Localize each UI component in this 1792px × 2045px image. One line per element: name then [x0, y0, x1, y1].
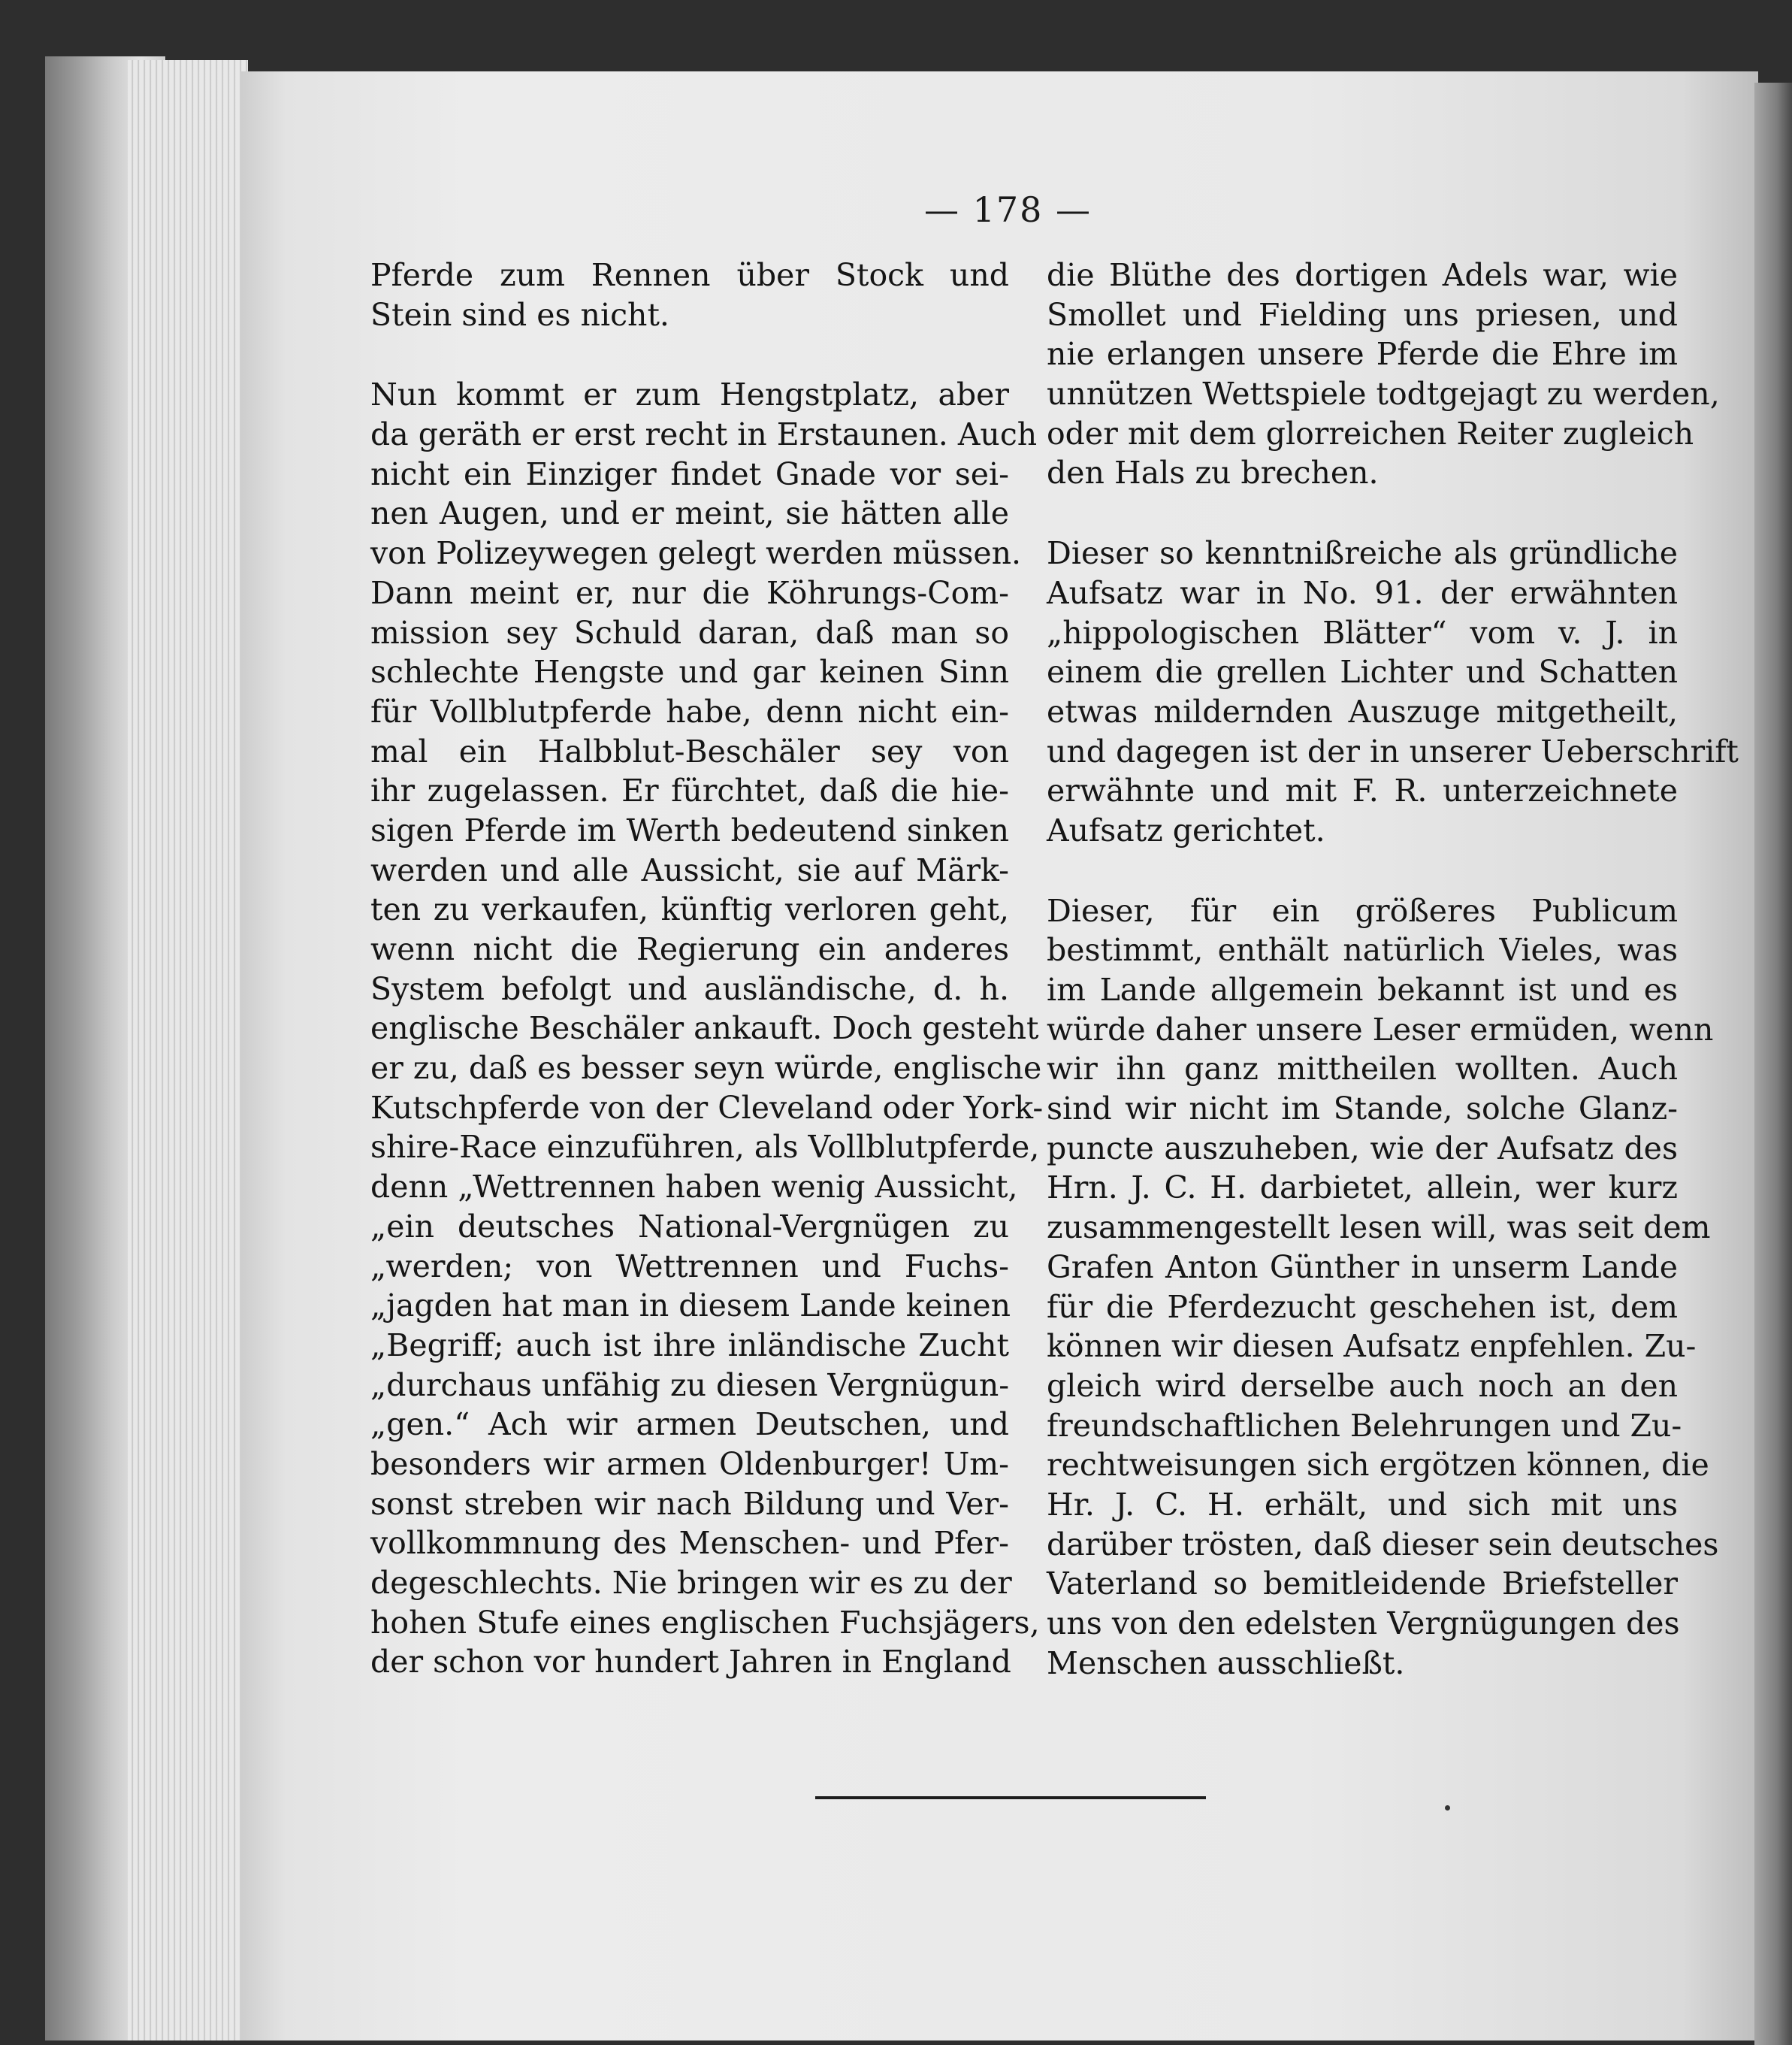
text-line: Stein sind es nicht. — [370, 296, 669, 333]
text-line: oder mit dem glorreichen Reiter zugleich — [1047, 415, 1694, 452]
text-line: sigen Pferde im Werth bedeutend sinken — [370, 812, 1009, 849]
text-line: würde daher unsere Leser ermüden, wenn — [1047, 1011, 1714, 1048]
text-line: Dieser so kenntnißreiche als gründliche — [1047, 535, 1678, 572]
paragraph — [370, 375, 1044, 1682]
text-line: rechtweisungen sich ergötzen können, die — [1047, 1447, 1709, 1484]
text-line: sonst streben wir nach Bildung und Ver- — [370, 1485, 1009, 1522]
text-line: nicht ein Einziger findet Gnade vor sei- — [370, 455, 1009, 492]
text-line: hohen Stufe eines englischen Fuchsjägers, — [370, 1604, 1040, 1641]
text-line: und dagegen ist der in unserer Ueberschrift — [1047, 733, 1739, 770]
text-line: puncte auszuheben, wie der Aufsatz des — [1047, 1130, 1678, 1166]
text-line: System befolgt und ausländische, d. h. — [370, 970, 1009, 1007]
text-line: „Begriff; auch ist ihre inländische Zucht — [370, 1327, 1009, 1363]
text-line: Hr. J. C. H. erhält, und sich mit uns — [1047, 1486, 1678, 1523]
left-column — [370, 256, 1044, 1682]
text-line: Pferde zum Rennen über Stock und — [370, 257, 1009, 293]
text-line: Aufsatz gerichtet. — [1047, 812, 1325, 849]
text-line: Nun kommt er zum Hengstplatz, aber — [370, 377, 1009, 413]
text-line: mission sey Schuld daran, daß man so — [370, 614, 1009, 651]
ink-dot — [1445, 1805, 1450, 1811]
text-line: freundschaftlichen Belehrungen und Zu- — [1047, 1407, 1682, 1444]
text-line: im Lande allgemein bekannt ist und es — [1047, 972, 1678, 1008]
text-line: gleich wird derselbe auch noch an den — [1047, 1367, 1678, 1404]
text-line: ihr zugelassen. Er fürchtet, daß die hie- — [370, 773, 1009, 809]
text-line: Kutschpferde von der Cleveland oder York- — [370, 1089, 1044, 1126]
text-line: degeschlechts. Nie bringen wir es zu der — [370, 1565, 1012, 1601]
text-line: Menschen ausschließt. — [1047, 1644, 1405, 1681]
text-line: Dieser, für ein größeres Publicum — [1047, 892, 1678, 929]
text-line: „durchaus unfähig zu diesen Vergnügun- — [370, 1366, 1010, 1403]
paragraph — [1047, 891, 1719, 1683]
text-line: für die Pferdezucht geschehen ist, dem — [1047, 1288, 1678, 1325]
text-line: „gen.“ Ach wir armen Deutschen, und — [370, 1406, 1009, 1443]
text-line: können wir diesen Aufsatz enpfehlen. Zu- — [1047, 1328, 1697, 1365]
text-line: Smollet und Fielding uns priesen, und — [1047, 296, 1678, 333]
text-line: Grafen Anton Günther in unserm Lande — [1047, 1248, 1678, 1285]
text-line: von Polizeywegen gelegt werden müssen. — [370, 535, 1022, 572]
text-line: die Blüthe des dortigen Adels war, wie — [1047, 257, 1678, 293]
right-page-edge — [1754, 83, 1792, 2045]
text-line: Vaterland so bemitleidende Briefsteller — [1047, 1566, 1678, 1602]
text-line: schlechte Hengste und gar keinen Sinn — [370, 654, 1009, 691]
text-line: der schon vor hundert Jahren in England — [370, 1644, 1011, 1680]
text-line: bestimmt, enthält natürlich Vieles, was — [1047, 932, 1678, 969]
text-line: wir ihn ganz mittheilen wollten. Auch — [1047, 1051, 1678, 1088]
text-line: Aufsatz war in No. 91. der erwähnten — [1047, 574, 1678, 611]
paragraph — [370, 256, 1009, 334]
text-line: den Hals zu brechen. — [1047, 455, 1379, 492]
text-line: denn „Wettrennen haben wenig Aussicht, — [370, 1169, 1018, 1206]
text-line: englische Beschäler ankauft. Doch gesteht — [370, 1010, 1039, 1047]
paragraph — [1047, 534, 1739, 851]
text-line: nie erlangen unsere Pferde die Ehre im — [1047, 336, 1678, 373]
page-stack-edge — [128, 60, 248, 2040]
text-line: werden und alle Aussicht, sie auf Märk- — [370, 852, 1009, 888]
text-line: erwähnte und mit F. R. unterzeichnete — [1047, 773, 1678, 809]
text-line: wenn nicht die Regierung ein anderes — [370, 931, 1009, 967]
text-line: „jagden hat man in diesem Lande keinen — [370, 1287, 1011, 1324]
text-line: vollkommnung des Menschen- und Pfer- — [370, 1525, 1009, 1562]
text-line: Hrn. J. C. H. darbietet, allein, wer kurz — [1047, 1169, 1678, 1206]
text-line: „ein deutsches National-Vergnügen zu — [370, 1208, 1009, 1245]
paragraph — [1047, 256, 1720, 493]
text-line: unnützen Wettspiele todtgejagt zu werden, — [1047, 376, 1720, 413]
text-line: nen Augen, und er meint, sie hätten alle — [370, 495, 1009, 532]
text-line: zusammengestellt lesen will, was seit dem — [1047, 1209, 1711, 1246]
text-line: er zu, daß es besser seyn würde, englische — [370, 1050, 1042, 1087]
text-line: da geräth er erst recht in Erstaunen. Auch — [370, 416, 1038, 453]
text-line: uns von den edelsten Vergnügungen des — [1047, 1605, 1680, 1641]
text-line: ten zu verkaufen, künftig verloren geht, — [370, 891, 1009, 928]
page-number: — 178 — — [924, 189, 1092, 230]
text-line: etwas mildernden Auszuge mitgetheilt, — [1047, 693, 1678, 730]
text-line: für Vollblutpferde habe, denn nicht ein- — [370, 693, 1009, 730]
text-line: „hippologischen Blätter“ vom v. J. in — [1047, 614, 1678, 651]
text-line: besonders wir armen Oldenburger! Um- — [370, 1445, 1009, 1482]
text-line: einem die grellen Lichter und Schatten — [1047, 654, 1678, 691]
text-line: darüber trösten, daß dieser sein deutsches — [1047, 1526, 1719, 1562]
text-line: sind wir nicht im Stande, solche Glanz- — [1047, 1091, 1678, 1127]
text-line: „werden; von Wettrennen und Fuchs- — [370, 1248, 1009, 1284]
right-column — [1047, 256, 1739, 1683]
footer-rule — [815, 1796, 1206, 1799]
text-line: mal ein Halbblut-Beschäler sey von — [370, 733, 1009, 770]
text-line: shire-Race einzuführen, als Vollblutpferde, — [370, 1129, 1040, 1166]
text-line: Dann meint er, nur die Köhrungs-Com- — [370, 574, 1009, 611]
